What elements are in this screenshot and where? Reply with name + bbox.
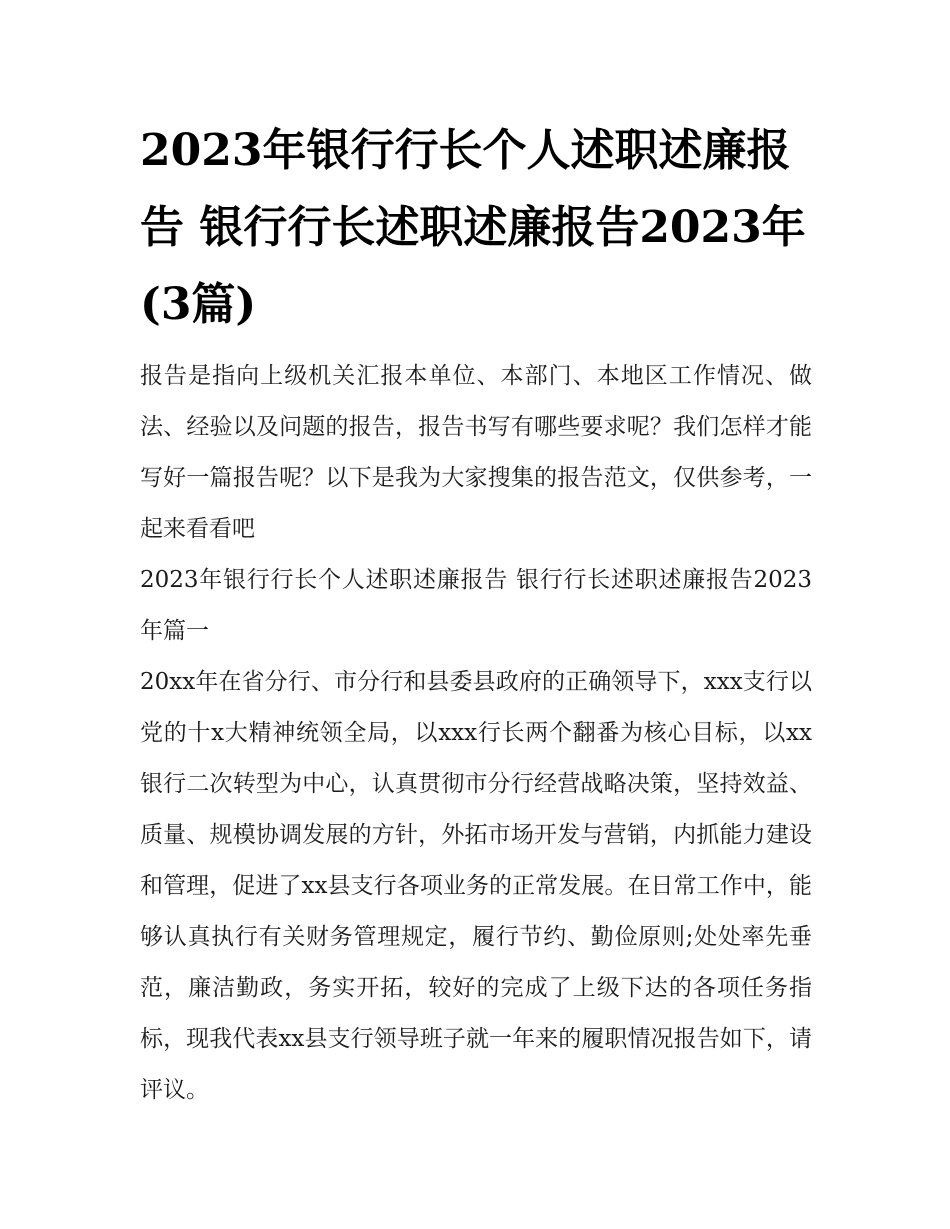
document-content: [140, 112, 812, 1116]
intro-paragraph: 报告是指向上级机关汇报本单位、本部门、本地区工作情况、做法、经验以及问题的报告，报告书写有哪些要求呢？我们怎样才能写好一篇报告呢？以下是我为大家搜集的报告范文，仅供参考，一起来看看吧: [140, 363, 812, 542]
section-heading: 2023年银行行长个人述职述廉报告 银行行长述职述廉报告2023年篇一: [140, 567, 812, 644]
document-title: 2023年银行行长个人述职述廉报告 银行行长述职述廉报告2023年(3篇): [140, 125, 806, 330]
body-paragraph: 20xx年在省分行、市分行和县委县政府的正确领导下，xxx支行以党的十x大精神统领全局，以xxx行长两个翻番为核心目标，以xx银行二次转型为中心，认真贯彻市分行经营战略决策，坚持效益、质量、规模协调发展的方针，外拓市场开发与营销，内抓能力建设和管理，促进了xx县支行各项业务的正常发展。在日常工作中，能够认真执行有关财务管理规定，履行节约、勤俭原则;处处率先垂范，廉洁勤政，务实开拓，较好的完成了上级下达的各项任务指标，现我代表xx县支行领导班子就一年来的履职情况报告如下，请评议。: [140, 669, 812, 1103]
